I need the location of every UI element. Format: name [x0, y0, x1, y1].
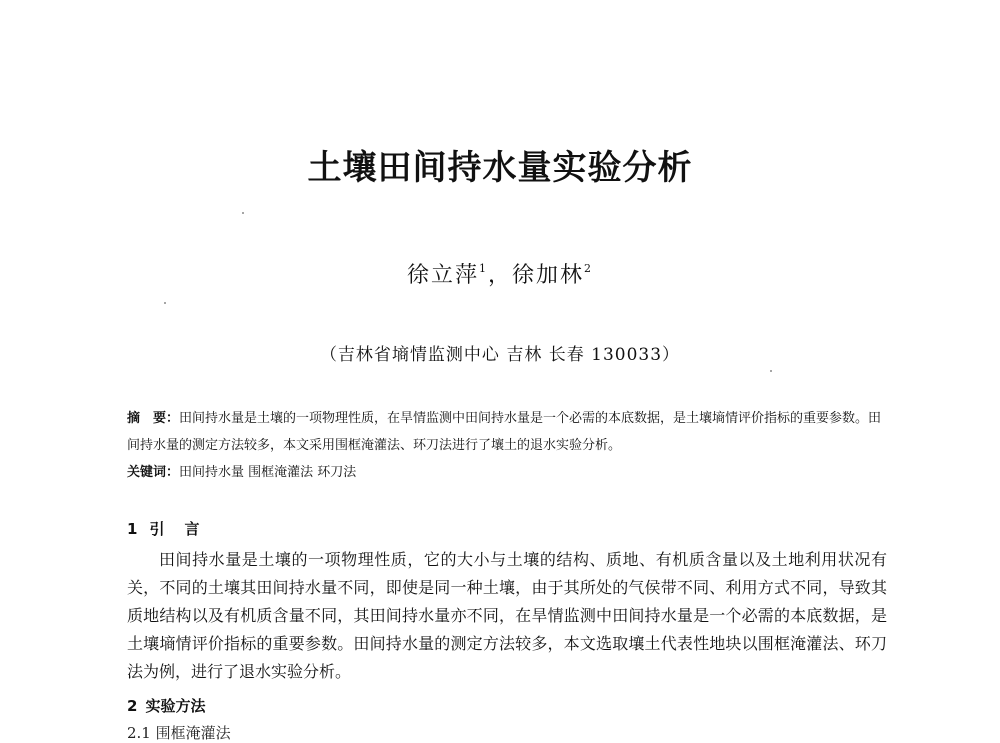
- subsection-heading-cut-off: 2.1 围框淹灌法: [127, 724, 231, 742]
- author-affiliation-mark: 2: [584, 262, 594, 275]
- section-number: 2: [127, 697, 138, 715]
- author-separator: ，: [487, 263, 512, 288]
- abstract-label: 摘 要：: [127, 411, 180, 426]
- scan-speck: [242, 212, 244, 214]
- paper-title: 土壤田间持水量实验分析: [307, 148, 693, 188]
- affiliation: （吉林省墒情监测中心 吉林 长春 130033）: [319, 345, 681, 365]
- section-number: 1: [127, 520, 140, 538]
- abstract-text: 田间持水量是土壤的一项物理性质，在旱情监测中田间持水量是一个必需的本底数据，是土壤墒情评价指标的重要参数。田间持水量的测定方法较多，本文采用围框淹灌法、环刀法进行了壤土的退水实验分析。: [127, 411, 882, 453]
- scan-speck: [770, 370, 772, 372]
- section-title: 实验方法: [145, 697, 206, 715]
- keywords-text: 田间持水量 围框淹灌法 环刀法: [179, 465, 357, 480]
- introduction-paragraph: 田间持水量是土壤的一项物理性质，它的大小与土壤的结构、质地、有机质含量以及土地利用状况有关，不同的土壤其田间持水量不同，即使是同一种土壤，由于其所处的气侯带不同、利用方式不同，导致其质地结构以及有机质含量不同，其田间持水量亦不同，在旱情监测中田间持水量是一个必需的本底数据，是土壤墒情评价指标的重要参数。田间持水量的测定方法较多，本文选取壤土代表性地块以围框淹灌法、环刀法为例，进行了退水实验分析。: [127, 550, 887, 681]
- abstract: [127, 405, 887, 459]
- author-affiliation-mark: 1: [478, 262, 488, 275]
- keywords-label: 关键词：: [127, 465, 180, 480]
- section-heading-introduction: [127, 518, 201, 539]
- scan-speck: [164, 302, 166, 304]
- keywords: [127, 462, 887, 484]
- author-line: [0, 258, 1000, 289]
- section-title-part: 引: [149, 520, 167, 538]
- author-name: 徐加林: [512, 263, 585, 288]
- author-name: 徐立萍: [406, 263, 479, 288]
- section-heading-methods: [127, 695, 205, 716]
- section-title-part: 言: [184, 520, 202, 538]
